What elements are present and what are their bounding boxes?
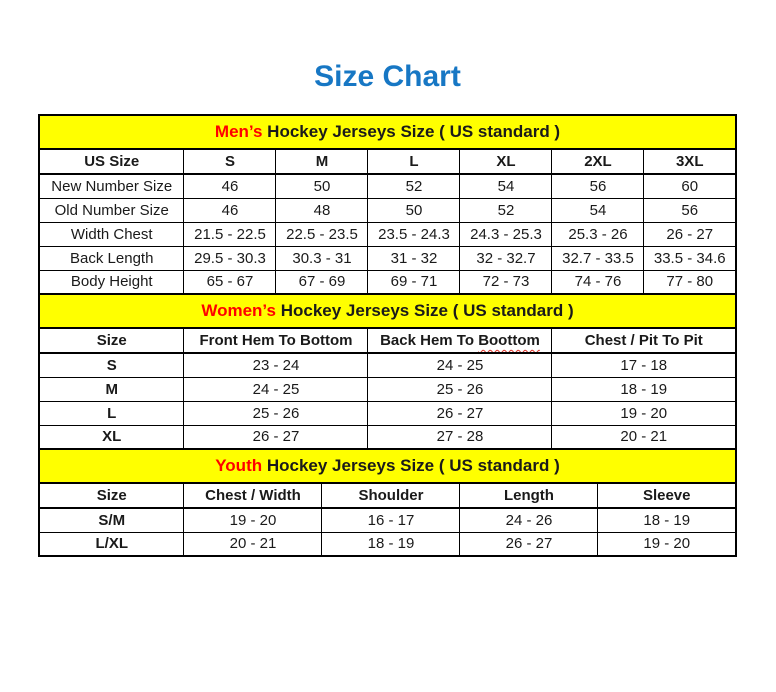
value-cell: 27 - 28 bbox=[368, 425, 552, 449]
size-tables-container bbox=[38, 114, 737, 557]
value-cell: 26 - 27 bbox=[460, 532, 598, 556]
value-cell: 54 bbox=[552, 198, 644, 222]
page-title: Size Chart bbox=[314, 60, 461, 93]
value-cell: 25.3 - 26 bbox=[552, 222, 644, 246]
mens-section-header bbox=[39, 115, 736, 149]
row-label-cell: XL bbox=[39, 425, 184, 449]
column-header-cell: US Size bbox=[39, 149, 184, 174]
column-header-cell: Length bbox=[460, 483, 598, 508]
value-cell: 24 - 25 bbox=[368, 353, 552, 377]
value-cell: 16 - 17 bbox=[322, 508, 460, 532]
row-label-cell: Width Chest bbox=[39, 222, 184, 246]
column-header-cell: Back Hem To Boottom bbox=[368, 328, 552, 353]
column-header-cell: M bbox=[276, 149, 368, 174]
value-cell: 33.5 - 34.6 bbox=[644, 246, 736, 270]
column-header-cell: Size bbox=[39, 483, 184, 508]
mens-section-rest: Hockey Jerseys Size ( US standard ) bbox=[262, 122, 561, 141]
column-header-cell: 2XL bbox=[552, 149, 644, 174]
value-cell: 25 - 26 bbox=[368, 377, 552, 401]
value-cell: 24 - 26 bbox=[460, 508, 598, 532]
womens-section-header bbox=[39, 294, 736, 328]
value-cell: 50 bbox=[368, 198, 460, 222]
value-cell: 46 bbox=[184, 198, 276, 222]
mens-size-table bbox=[38, 114, 737, 295]
value-cell: 50 bbox=[276, 174, 368, 198]
value-cell: 60 bbox=[644, 174, 736, 198]
table-row bbox=[39, 222, 736, 246]
row-label-cell: L/XL bbox=[39, 532, 184, 556]
value-cell: 52 bbox=[368, 174, 460, 198]
value-cell: 20 - 21 bbox=[552, 425, 736, 449]
womens-section-header-row bbox=[39, 294, 736, 328]
value-cell: 24.3 - 25.3 bbox=[460, 222, 552, 246]
youth-section-rest: Hockey Jerseys Size ( US standard ) bbox=[262, 456, 560, 475]
column-header-cell: Chest / Pit To Pit bbox=[552, 328, 736, 353]
value-cell: 56 bbox=[552, 174, 644, 198]
column-header-cell: XL bbox=[460, 149, 552, 174]
column-header-cell: Front Hem To Bottom bbox=[184, 328, 368, 353]
table-row bbox=[39, 508, 736, 532]
value-cell: 21.5 - 22.5 bbox=[184, 222, 276, 246]
column-header-cell: L bbox=[368, 149, 460, 174]
table-row bbox=[39, 401, 736, 425]
value-cell: 65 - 67 bbox=[184, 270, 276, 294]
value-cell: 30.3 - 31 bbox=[276, 246, 368, 270]
table-row bbox=[39, 425, 736, 449]
table-row bbox=[39, 246, 736, 270]
row-label-cell: Body Height bbox=[39, 270, 184, 294]
value-cell: 25 - 26 bbox=[184, 401, 368, 425]
value-cell: 77 - 80 bbox=[644, 270, 736, 294]
column-header-row bbox=[39, 483, 736, 508]
youth-section-header-row bbox=[39, 449, 736, 483]
value-cell: 19 - 20 bbox=[598, 532, 736, 556]
column-header-cell: Size bbox=[39, 328, 184, 353]
value-cell: 72 - 73 bbox=[460, 270, 552, 294]
womens-size-table bbox=[38, 293, 737, 450]
row-label-cell: M bbox=[39, 377, 184, 401]
value-cell: 52 bbox=[460, 198, 552, 222]
column-header-row bbox=[39, 328, 736, 353]
mens-section-accent: Men’s bbox=[214, 122, 263, 141]
value-cell: 17 - 18 bbox=[552, 353, 736, 377]
value-cell: 74 - 76 bbox=[552, 270, 644, 294]
row-label-cell: Back Length bbox=[39, 246, 184, 270]
value-cell: 32.7 - 33.5 bbox=[552, 246, 644, 270]
value-cell: 26 - 27 bbox=[184, 425, 368, 449]
row-label-cell: S bbox=[39, 353, 184, 377]
value-cell: 32 - 32.7 bbox=[460, 246, 552, 270]
mens-section-header-row bbox=[39, 115, 736, 149]
value-cell: 46 bbox=[184, 174, 276, 198]
value-cell: 67 - 69 bbox=[276, 270, 368, 294]
value-cell: 18 - 19 bbox=[552, 377, 736, 401]
column-header-cell: 3XL bbox=[644, 149, 736, 174]
column-header-cell: S bbox=[184, 149, 276, 174]
row-label-cell: New Number Size bbox=[39, 174, 184, 198]
column-header-cell: Shoulder bbox=[322, 483, 460, 508]
table-row bbox=[39, 270, 736, 294]
row-label-cell: L bbox=[39, 401, 184, 425]
value-cell: 56 bbox=[644, 198, 736, 222]
column-header-cell: Sleeve bbox=[598, 483, 736, 508]
value-cell: 23 - 24 bbox=[184, 353, 368, 377]
value-cell: 22.5 - 23.5 bbox=[276, 222, 368, 246]
table-row bbox=[39, 377, 736, 401]
womens-section-accent: Women’s bbox=[201, 301, 276, 320]
column-header-row bbox=[39, 149, 736, 174]
value-cell: 18 - 19 bbox=[598, 508, 736, 532]
value-cell: 19 - 20 bbox=[184, 508, 322, 532]
table-row bbox=[39, 353, 736, 377]
table-row bbox=[39, 198, 736, 222]
value-cell: 69 - 71 bbox=[368, 270, 460, 294]
youth-section-accent: Youth bbox=[215, 456, 263, 475]
value-cell: 18 - 19 bbox=[322, 532, 460, 556]
youth-size-table bbox=[38, 448, 737, 557]
value-cell: 54 bbox=[460, 174, 552, 198]
table-row bbox=[39, 532, 736, 556]
value-cell: 20 - 21 bbox=[184, 532, 322, 556]
womens-section-rest: Hockey Jerseys Size ( US standard ) bbox=[275, 301, 574, 320]
table-row bbox=[39, 174, 736, 198]
youth-section-header bbox=[39, 449, 736, 483]
value-cell: 19 - 20 bbox=[552, 401, 736, 425]
value-cell: 48 bbox=[276, 198, 368, 222]
row-label-cell: Old Number Size bbox=[39, 198, 184, 222]
row-label-cell: S/M bbox=[39, 508, 184, 532]
value-cell: 23.5 - 24.3 bbox=[368, 222, 460, 246]
value-cell: 31 - 32 bbox=[368, 246, 460, 270]
column-header-cell: Chest / Width bbox=[184, 483, 322, 508]
value-cell: 24 - 25 bbox=[184, 377, 368, 401]
value-cell: 29.5 - 30.3 bbox=[184, 246, 276, 270]
value-cell: 26 - 27 bbox=[644, 222, 736, 246]
value-cell: 26 - 27 bbox=[368, 401, 552, 425]
misspelled-word: Boottom bbox=[478, 332, 540, 349]
